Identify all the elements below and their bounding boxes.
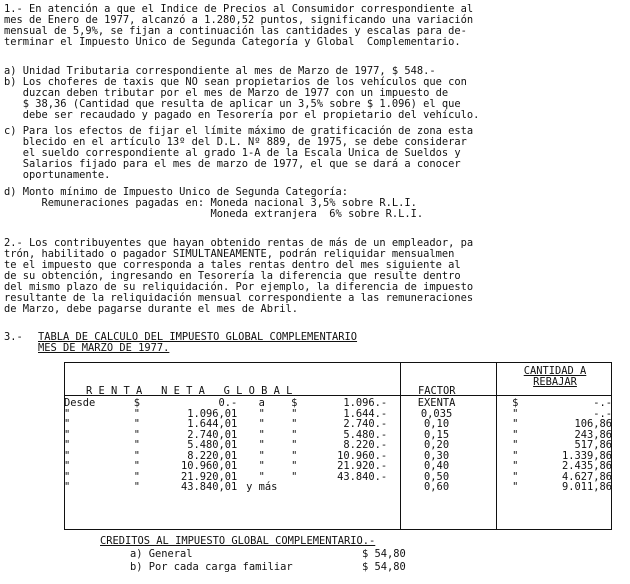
- cell-from: 0.-: [218, 397, 238, 409]
- cell-c2: ": [291, 460, 298, 472]
- s1-line-3: mensual de 5,9%, se fijan a continuación las cantidades y escalas para de-: [4, 25, 467, 37]
- item-b-2: duzcan deben tributar por el mes de Marzo de 1977 con un impuesto de: [4, 87, 449, 99]
- cell-a: a: [258, 397, 265, 409]
- cell-from: 10.960,01: [180, 460, 238, 472]
- cell-from: 21.920,01: [180, 470, 238, 483]
- item-b-1: b) Los choferes de taxis que NO sean propietarios de los vehículos que con: [4, 76, 467, 88]
- table-row: [62, 461, 614, 472]
- cell-c1: ": [133, 470, 141, 483]
- table-row: [62, 398, 614, 409]
- cell-prefix: ": [64, 460, 71, 472]
- item-b-3: $ 38,36 (Cantidad que resulta de aplicar un 3,5% sobre $ 1.096) el que: [4, 98, 461, 110]
- credit-b-label: b) Por cada carga familiar: [130, 561, 293, 573]
- cell-c2: ": [291, 439, 298, 451]
- s2-line-1: 2.- Los contribuyentes que hayan obtenido rentas de más de un empleador, pa: [4, 237, 474, 249]
- cell-c3: ": [512, 470, 519, 483]
- cell-factor: 0,40: [424, 460, 450, 472]
- cell-c2: ": [291, 418, 298, 430]
- cell-factor: EXENTA: [417, 397, 456, 409]
- item-d-3: Moneda extranjera 6% sobre R.L.I.: [4, 208, 424, 220]
- cell-factor: 0,20: [424, 439, 450, 451]
- calc-table: [62, 398, 614, 493]
- item-a: a) Unidad Tributaria correspondiente al mes de Marzo de 1977, $ 548.-: [4, 65, 436, 77]
- credits-title: CREDITOS AL IMPUESTO GLOBAL COMPLEMENTARIO.-: [100, 535, 376, 547]
- cell-a: ": [258, 470, 265, 483]
- cell-from: 1.096,01: [187, 407, 238, 420]
- s1-line-4: terminar el Impuesto Unico de Segunda Categoría y Global Complementario.: [4, 36, 461, 48]
- cell-from: 43.840,01: [180, 481, 238, 493]
- s3-title-line-2: MES DE MARZO DE 1977.: [38, 342, 170, 354]
- cell-rebaja: 4.627,86: [561, 470, 612, 483]
- cell-from: 8.220,01: [187, 449, 238, 462]
- cell-factor: 0,10: [424, 418, 450, 430]
- cell-a: ": [258, 449, 265, 462]
- table-row: [62, 482, 614, 493]
- cell-c2: [284, 482, 304, 493]
- cell-prefix: ": [64, 449, 71, 462]
- credit-a-label: a) General: [130, 548, 193, 560]
- cell-from: 5.480,01: [187, 439, 238, 451]
- table-row: [62, 409, 614, 420]
- cell-prefix: ": [64, 407, 71, 420]
- cell-factor: 0,035: [420, 407, 453, 420]
- cell-c1: ": [133, 428, 141, 441]
- cell-a: ": [258, 418, 265, 430]
- item-d-2: Remuneraciones pagadas en: Moneda nacional 3,5% sobre R.L.I.: [4, 197, 417, 209]
- cell-c2: ": [291, 449, 298, 462]
- table-top-border: [64, 362, 612, 363]
- table-row: [62, 472, 614, 483]
- table-row: [62, 419, 614, 430]
- cell-rebaja: 9.011,86: [561, 481, 612, 493]
- table-bottom-border: [64, 529, 612, 530]
- s2-line-7: de Marzo, debe pagarse durante el mes de Abril.: [4, 303, 299, 315]
- cell-c1: ": [133, 449, 141, 462]
- cell-c3: ": [512, 481, 519, 493]
- item-c-3: el sueldo correspondiente al grado 1-A de la Escala Unica de Sueldos y: [4, 147, 461, 159]
- s2-line-2: trón, habilitado o pagador SIMULTANEAMENTE, podrán reliquidar mensualmen: [4, 248, 455, 260]
- cell-prefix: Desde: [64, 397, 96, 409]
- header-cantidad: CANTIDAD A REBAJAR: [523, 365, 587, 388]
- cell-c3: ": [512, 439, 519, 451]
- cell-c1: ": [133, 439, 141, 451]
- cell-a: y más: [246, 481, 278, 493]
- cell-a: ": [258, 439, 265, 451]
- cell-rebaja: 243,86: [574, 428, 612, 441]
- header-factor: FACTOR: [418, 385, 456, 397]
- cell-c3: ": [512, 418, 519, 430]
- cell-prefix: ": [64, 481, 71, 493]
- item-b-4: debe ser recaudado y pagado en Tesorería por el propietario del vehículo.: [4, 109, 480, 121]
- s3-number: 3.-: [4, 331, 23, 343]
- item-d-1: d) Monto mínimo de Impuesto Unico de Segunda Categoría:: [4, 186, 349, 198]
- cell-c2: ": [291, 428, 298, 441]
- s2-line-5: del mismo plazo de su reliquidación. Por ejemplo, la diferencia de impuesto: [4, 281, 474, 293]
- cell-c1: ": [133, 418, 141, 430]
- cell-to: 10.960.-: [337, 449, 388, 462]
- header-renta: R E N T A N E T A G L O B A L: [86, 385, 293, 397]
- cell-a: ": [258, 407, 265, 420]
- cell-from: 2.740,01: [187, 428, 238, 441]
- cell-to: 2.740.-: [343, 418, 388, 430]
- cell-factor: 0,15: [424, 428, 450, 441]
- cell-to: 21.920.-: [337, 460, 388, 472]
- cell-prefix: ": [64, 439, 71, 451]
- credit-b-value: $ 54,80: [362, 561, 406, 573]
- cell-rebaja: -.-: [593, 407, 612, 420]
- cell-c3: ": [512, 460, 519, 472]
- cell-prefix: ": [64, 470, 71, 483]
- item-c-1: c) Para los efectos de fijar el límite máximo de gratificación de zona esta: [4, 125, 474, 137]
- cell-factor: 0,50: [424, 470, 450, 483]
- cell-factor: 0,60: [424, 481, 450, 493]
- cell-rebaja: 1.339,86: [561, 449, 612, 462]
- cell-c3: ": [512, 449, 519, 462]
- credit-a-value: $ 54,80: [362, 548, 406, 560]
- cell-a: ": [258, 460, 265, 472]
- item-c-4: Salarios fijado para el mes de marzo de 1977, el que se dará a conocer: [4, 158, 461, 170]
- cell-to: 43.840.-: [337, 470, 388, 483]
- s1-line-1: 1.- En atención a que el Indice de Precios al Consumidor correspondiente al: [4, 3, 474, 15]
- cell-c2: $: [291, 397, 298, 409]
- cell-prefix: ": [64, 428, 71, 441]
- s2-line-6: resultante de la reliquidación mensual correspondiente a las remuneraciones: [4, 292, 474, 304]
- cell-c3: ": [512, 407, 519, 420]
- cell-to: [304, 482, 389, 493]
- s2-line-3: te el impuesto que corresponda a tales rentas dentro del mes siguiente al: [4, 259, 461, 271]
- cell-c1: ": [133, 460, 141, 472]
- cell-c1: ": [133, 407, 141, 420]
- cell-from: 1.644,01: [187, 418, 238, 430]
- table-row: [62, 440, 614, 451]
- cell-a: ": [258, 428, 265, 441]
- cell-c3: ": [512, 428, 519, 441]
- s1-line-2: mes de Enero de 1977, alcanzó a 1.280,52 puntos, significando una variación: [4, 14, 474, 26]
- s3-title-line-1: TABLA DE CALCULO DEL IMPUESTO GLOBAL COMPLEMENTARIO: [38, 331, 358, 343]
- cell-c2: ": [291, 407, 298, 420]
- cell-c1: $: [133, 397, 141, 409]
- item-c-5: oportunamente.: [4, 169, 111, 181]
- cell-prefix: ": [64, 418, 71, 430]
- table-row: [62, 430, 614, 441]
- item-c-2: blecido en el artículo 13º del D.L. Nº 889, de 1975, se debe considerar: [4, 136, 467, 148]
- s2-line-4: de su obtención, ingresando en Tesorería la diferencia que resulte dentro: [4, 270, 461, 282]
- cell-rebaja: -.-: [593, 397, 612, 409]
- cell-rebaja: 2.435,86: [561, 460, 612, 472]
- cell-c1: ": [133, 481, 141, 493]
- cell-rebaja: 517,86: [574, 439, 612, 451]
- cell-c2: ": [291, 470, 298, 483]
- cell-factor: 0,30: [424, 449, 450, 462]
- cell-c3: $: [512, 397, 519, 409]
- cell-to: 1.096.-: [343, 397, 388, 409]
- cell-rebaja: 106,86: [574, 418, 612, 430]
- cell-to: 5.480.-: [343, 428, 388, 441]
- cell-to: 1.644.-: [343, 407, 388, 420]
- cell-to: 8.220.-: [343, 439, 388, 451]
